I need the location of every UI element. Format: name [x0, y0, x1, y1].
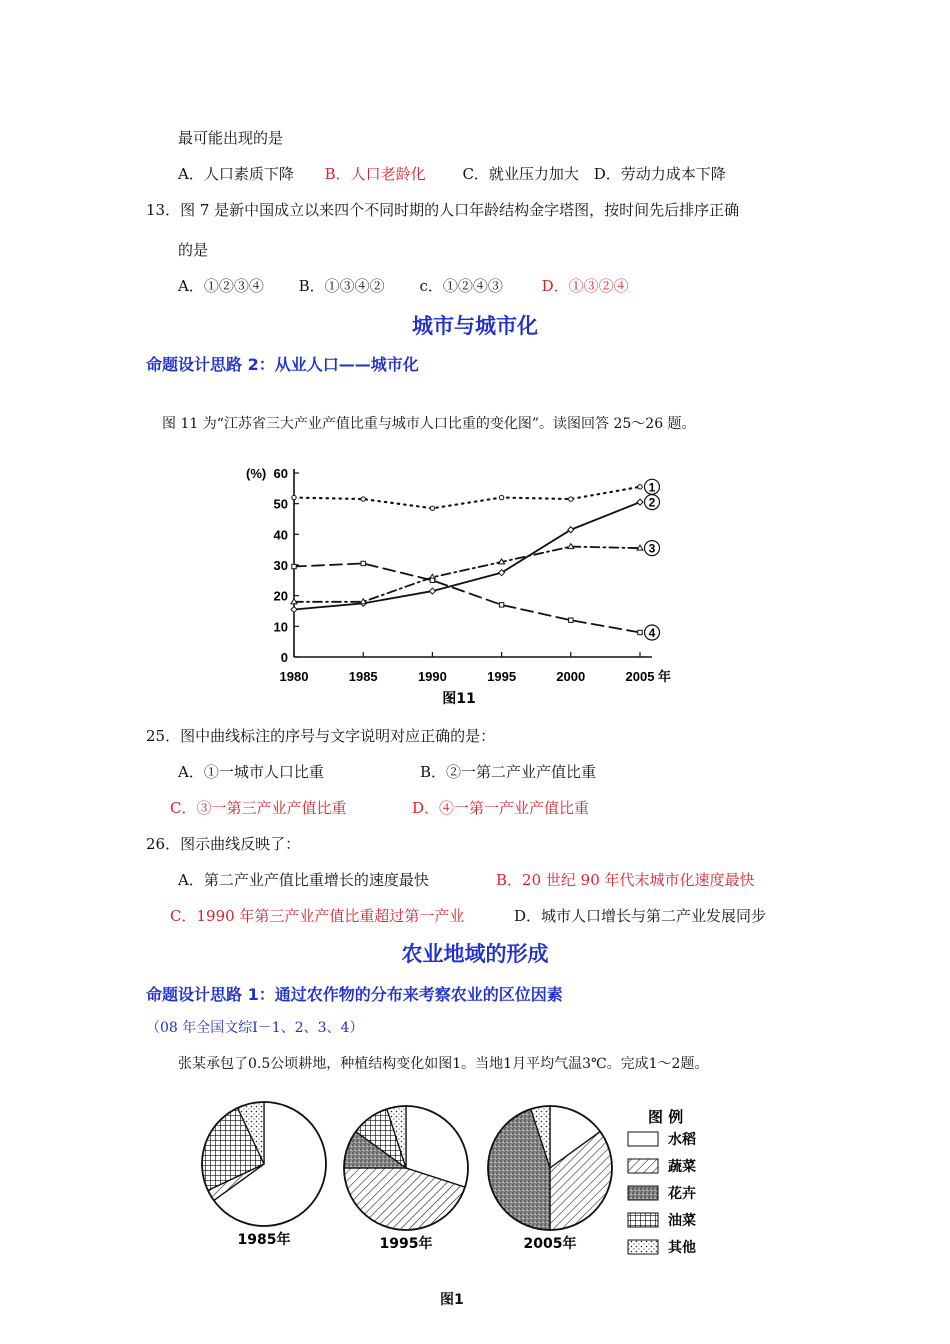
q25-option-a: A．①一城市人口比重: [178, 763, 324, 781]
section-subtitle-agri: 命题设计思路 1：通过农作物的分布来考察农业的区位因素: [146, 985, 563, 1004]
legend-swatch-other: [628, 1240, 658, 1254]
agri-intro: 张某承包了0.5公顷耕地，种植结构变化如图1。当地1月平均气温3℃。完成1～2题。: [178, 1056, 709, 1072]
x-tick-label: 1990: [417, 669, 447, 684]
q26-option-a: A．第二产业产值比重增长的速度最快: [178, 871, 429, 889]
q12-option-c: C．就业压力加大: [462, 165, 579, 183]
x-tick-label: 1985: [348, 669, 378, 684]
q26-option-b: B．20 世纪 90 年代末城市化速度最快: [496, 871, 755, 889]
fig11-intro: 图 11 为“江苏省三大产业产值比重与城市人口比重的变化图”。读图回答 25～26 题。: [162, 416, 696, 432]
q13-option-b: B．①③④②: [298, 277, 385, 295]
section-title-agri: 农业地域的形成: [401, 942, 549, 966]
data-point: [430, 578, 434, 582]
q26-stem: 26．图示曲线反映了：: [146, 835, 301, 853]
q13-options: [178, 276, 629, 296]
y-tick-label: 10: [273, 619, 288, 635]
legend-swatch-flowers: [628, 1186, 658, 1200]
fig1-caption: 图1: [440, 1292, 464, 1308]
q13-stem-line2: 的是: [178, 241, 209, 259]
x-tick-label: 1980: [279, 669, 309, 684]
data-point: [291, 606, 297, 612]
pie-label: 2005年: [523, 1236, 577, 1252]
data-point: [361, 561, 365, 565]
legend-swatch-rice: [628, 1132, 658, 1146]
q26-option-c: C．1990 年第三产业产值比重超过第一产业: [170, 907, 465, 925]
q13-stem-line1: 13．图 7 是新中国成立以来四个不同时期的人口年龄结构金字塔图，按时间先后排序正确: [146, 201, 740, 219]
chart-layer: [246, 466, 671, 707]
line-chart: [230, 458, 710, 714]
data-point: [361, 497, 365, 501]
q12-options: [178, 164, 726, 184]
series-label: 4: [648, 625, 656, 640]
data-point: [292, 564, 296, 568]
q25-stem: 25．图中曲线标注的序号与文字说明对应正确的是：: [146, 727, 496, 745]
legend-swatch-rapeseed: [628, 1213, 658, 1227]
x-tick-label: 1995: [487, 669, 517, 684]
x-axis-label: 年: [658, 669, 672, 684]
legend-label-flowers: 花卉: [668, 1186, 696, 1202]
data-point: [292, 495, 296, 499]
legend: [628, 1131, 696, 1256]
pie-label: 1995年: [379, 1236, 433, 1252]
y-tick-label: 0: [280, 650, 288, 665]
chart-title: 图11: [442, 691, 476, 707]
series-line-3: [294, 547, 640, 602]
data-point: [430, 506, 434, 510]
y-tick-label: 30: [273, 558, 288, 573]
q12-option-d: D．劳动力成本下降: [593, 165, 726, 183]
series-line-2: [294, 502, 640, 609]
data-point: [638, 485, 642, 489]
pie-figure: [190, 1090, 750, 1320]
y-tick-label: 50: [273, 496, 288, 512]
legend-label-vegetables: 蔬菜: [668, 1159, 696, 1175]
q26-option-d: D．城市人口增长与第二产业发展同步: [514, 907, 767, 925]
section-subtitle-urban: 命题设计思路 2：从业人口——城市化: [146, 355, 419, 374]
data-point: [569, 618, 573, 622]
series-label: 1: [648, 480, 656, 495]
data-point: [429, 588, 435, 594]
series-label: 3: [648, 541, 656, 556]
q13-option-c: c．①②④③: [419, 277, 503, 295]
section-title-urban: 城市与城市化: [412, 314, 538, 338]
q12-stem: 最可能出现的是: [178, 129, 284, 147]
data-point: [569, 497, 573, 501]
y-tick-label: 60: [273, 466, 288, 481]
series-line-4: [294, 563, 640, 632]
q13-option-d: D．①③②④: [541, 277, 629, 295]
q25-option-b: B．②一第二产业产值比重: [420, 763, 597, 781]
y-tick-label: 40: [273, 527, 288, 543]
pie-label: 1985年: [237, 1232, 291, 1248]
legend-label-other: 其他: [668, 1240, 696, 1256]
y-tick-label: 20: [273, 588, 288, 604]
legend-title: 图 例: [648, 1108, 684, 1126]
data-point: [499, 603, 503, 607]
series-label: 2: [648, 495, 656, 510]
series-line-1: [294, 487, 640, 508]
q25-option-c: C．③一第三产业产值比重: [170, 799, 347, 817]
data-point: [499, 495, 503, 499]
q12-option-b: B．人口老龄化: [324, 165, 426, 183]
legend-label-rice: 水稻: [668, 1132, 696, 1148]
data-point: [638, 630, 642, 634]
data-point: [637, 499, 643, 505]
pie-layer: [202, 1102, 612, 1252]
q13-option-a: A．①②③④: [178, 277, 264, 295]
q25-option-d: D．④一第一产业产值比重: [412, 799, 590, 817]
y-axis-label: (%): [246, 466, 267, 481]
x-tick-label: 2005: [625, 669, 655, 684]
agri-source: （08 年全国文综Ⅰ－1、2、3、4）: [146, 1020, 364, 1036]
q12-option-a: A．人口素质下降: [178, 165, 294, 183]
x-tick-label: 2000: [556, 669, 586, 684]
legend-label-rapeseed: 油菜: [668, 1213, 696, 1229]
legend-swatch-vegetables: [628, 1159, 658, 1173]
